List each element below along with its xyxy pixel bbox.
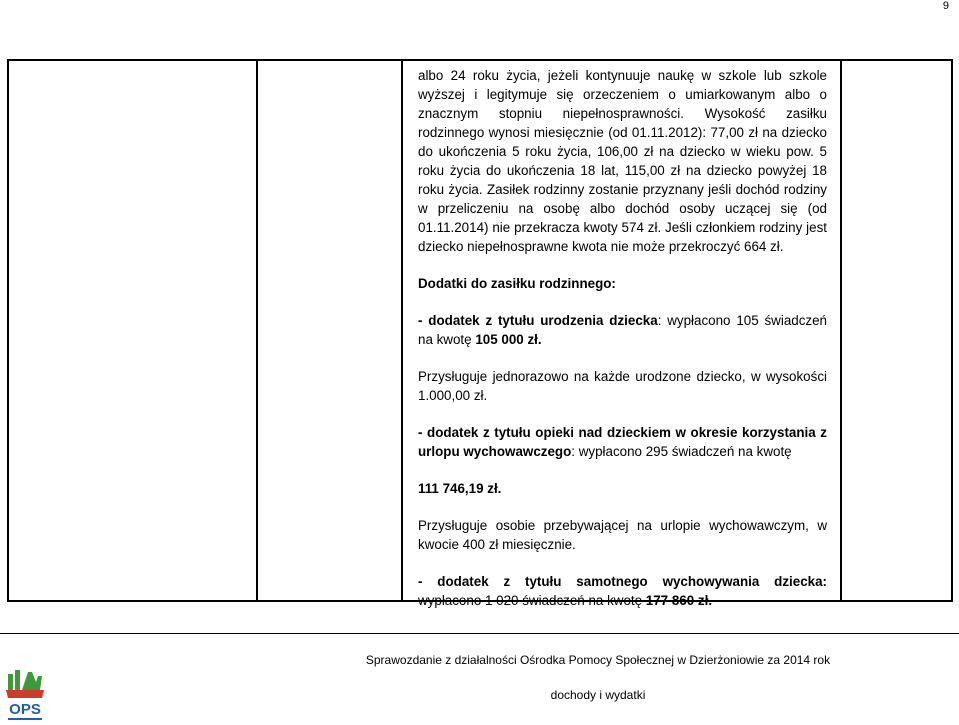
section-heading-text: Dodatki do zasiłku rodzinnego: xyxy=(418,276,616,291)
benefit-birth-title: - dodatek z tytułu urodzenia dziecka xyxy=(418,313,658,328)
section-heading xyxy=(418,274,827,293)
benefit-childcare-amount-line xyxy=(418,479,827,498)
benefit-childcare-amount: 111 746,19 zł. xyxy=(418,481,502,496)
benefit-childcare-desc: : wypłacono 295 świadczeń na kwotę xyxy=(571,444,792,459)
benefit-single-parent-desc: wypłacono 1 020 świadczeń na kwotę xyxy=(418,593,646,608)
page-number: 9 xyxy=(942,0,949,12)
paragraph-intro xyxy=(418,66,827,256)
paragraph-threshold-text: Zasiłek rodzinny zostanie przyznany jeśli dochód rodziny w przeliczeniu na osobę albo dochód osoby uczącej się (od 01.11.2014) nie przekracza kwoty 574 zł. Jeśli członkiem rodziny jest dziecko niepełnosprawne kwota nie może przekroczyć 664 zł. xyxy=(418,182,827,254)
benefit-birth-desc: : wypłacono 105 świadczeń na kwotę xyxy=(418,313,828,347)
benefit-birth-note: Przysługuje jednorazowo na każde urodzone dziecko, w wysokości 1.000,00 zł. xyxy=(418,369,827,403)
benefit-childcare xyxy=(418,423,827,461)
benefit-childcare-title: - dodatek z tytułu opieki nad dzieckiem w okresie korzystania z urlopu wychowawczego xyxy=(418,425,827,459)
table-column-empty xyxy=(256,61,403,600)
footer-subtitle: dochody i wydatki xyxy=(550,688,646,702)
benefit-birth-amount: 105 000 zł. xyxy=(475,332,542,347)
footer-separator xyxy=(0,633,959,634)
footer-title: Sprawozdanie z działalności Ośrodka Pomocy Społecznej w Dzierżoniowie za 2014 rok xyxy=(365,653,831,667)
table-column-divider xyxy=(840,61,842,600)
benefit-single-parent-title: - dodatek z tytułu samotnego wychowywania dziecka: xyxy=(418,574,827,589)
benefit-childcare-note: Przysługuje osobie przebywającej na urlopie wychowawczym, w kwocie 400 zł miesięcznie. xyxy=(418,518,827,552)
benefit-birth xyxy=(418,311,827,349)
paragraph-intro-text: albo 24 roku życia, jeżeli kontynuuje naukę w szkole lub szkole wyższej i legitymuje się orzeczeniem o umiarkowanym albo o znacznym stopniu niepełnosprawności. Wysokość zasiłku rodzinnego wynosi miesięcznie (od 01.11.2012): 77,00 zł na dziecko do ukończenia 5 roku życia, 106,00 zł na dziecko w wieku pow. 5 roku życia do ukończenia 18 lat, 115,00 zł na dziecko powyżej 18 roku życia. xyxy=(418,68,827,197)
benefit-single-parent xyxy=(418,572,827,610)
ops-logo-icon xyxy=(2,668,48,723)
document-body xyxy=(418,66,827,610)
benefit-single-parent-amount: 177 860 zł. xyxy=(645,593,713,608)
logo-text: OPS xyxy=(9,701,41,718)
